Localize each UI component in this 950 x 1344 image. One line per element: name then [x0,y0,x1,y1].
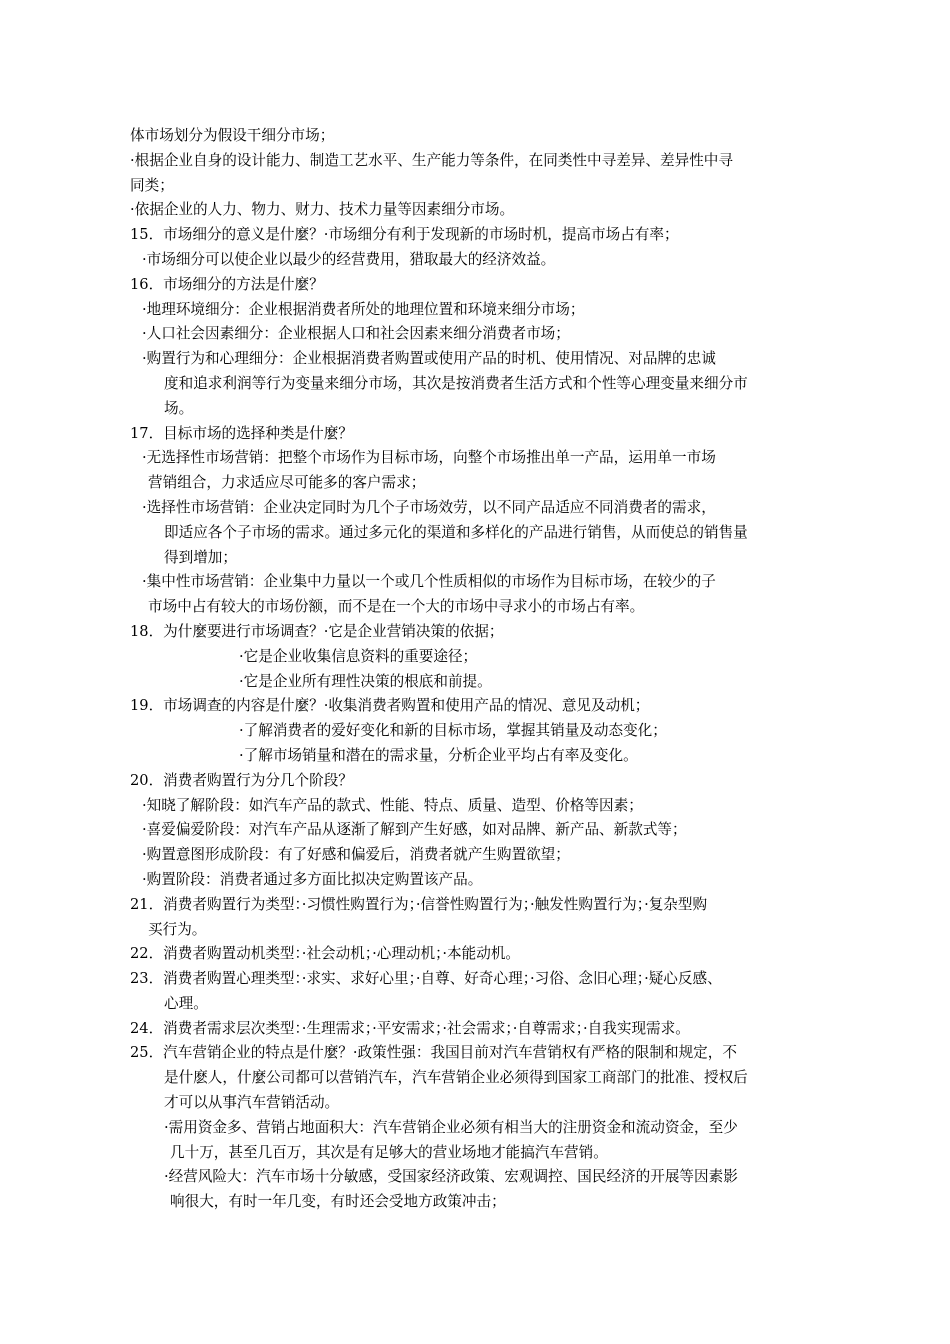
text-line: 营销组合，力求适应尽可能多的客户需求； [148,474,426,492]
text-line: 19．市场调查的内容是什麼？·收集消费者购置和使用产品的情况、意见及动机； [130,697,650,715]
text-line: 市场中占有较大的市场份额，而不是在一个大的市场中寻求小的市场占有率。 [148,598,645,616]
text-line: 15．市场细分的意义是什麼？·市场细分有利于发现新的市场时机，提高市场占有率； [130,226,679,244]
text-line: 买行为。 [148,920,207,938]
text-line: ·知晓了解阶段：如汽车产品的款式、性能、特点、质量、造型、价格等因素； [142,796,643,814]
text-line: ·了解市场销量和潜在的需求量，分析企业平均占有率及变化。 [239,746,638,764]
text-line: 21．消费者购置行为类型：·习惯性购置行为；·信誉性购置行为；·触发性购置行为；·复杂型购 [130,895,708,913]
text-line: 25．汽车营销企业的特点是什麼？·政策性强：我国目前对汽车营销权有严格的限制和规定，不 [130,1044,737,1062]
text-line: ·地理环境细分：企业根据消费者所处的地理位置和环境来细分市场； [142,300,585,318]
text-line: 20．消费者购置行为分几个阶段？ [130,771,353,789]
document-body [0,124,950,1215]
text-line: ·喜爱偏爱阶段：对汽车产品从逐渐了解到产生好感，如对品牌、新产品、新款式等； [142,821,687,839]
text-line: 场。 [164,399,194,417]
text-line: 几十万，甚至几百万，其次是有足够大的营业场地才能搞汽车营销。 [170,1143,608,1161]
text-line: 同类； [130,176,174,194]
text-line: ·市场细分可以使企业以最少的经营费用，猎取最大的经济效益。 [142,250,556,268]
text-line: ·它是企业收集信息资料的重要途径； [239,647,478,665]
text-line: 即适应各个子市场的需求。通过多元化的渠道和多样化的产品进行销售，从而使总的销售量 [164,523,748,541]
text-line: ·集中性市场营销：企业集中力量以一个或几个性质相似的市场作为目标市场，在较少的子 [142,573,716,591]
text-line: 是什麽人，什麼公司都可以营销汽车，汽车营销企业必须得到国家工商部门的批准、授权后 [164,1069,748,1087]
text-line: 22．消费者购置动机类型：·社会动机；·心理动机；·本能动机。 [130,945,521,963]
text-line: 23．消费者购置心理类型：·求实、求好心里；·自尊、好奇心理；·习俗、念旧心理；·疑心反感、 [130,970,722,988]
text-line: ·需用资金多、营销占地面积大：汽车营销企业必须有相当大的注册资金和流动资金，至少 [164,1118,738,1136]
text-line: ·它是企业所有理性决策的根底和前提。 [239,672,492,690]
text-line: ·依据企业的人力、物力、财力、技术力量等因素细分市场。 [130,201,515,219]
text-line: ·经营风险大：汽车市场十分敏感，受国家经济政策、宏观调控、国民经济的开展等因素影 [164,1168,738,1186]
text-line: 度和追求利润等行为变量来细分市场，其次是按消费者生活方式和个性等心理变量来细分市 [164,374,748,392]
text-line: ·购置行为和心理细分：企业根据消费者购置或使用产品的时机、使用情况、对品牌的忠诚 [142,350,716,368]
text-line: ·购置意图形成阶段：有了好感和偏爱后，消费者就产生购置欲望； [142,846,570,864]
text-line: ·无选择性市场营销：把整个市场作为目标市场，向整个市场推出单一产品，运用单一市场 [142,449,716,467]
text-line: 24．消费者需求层次类型：·生理需求；·平安需求；·社会需求；·自尊需求；·自我实现需求。 [130,1019,690,1037]
text-line: ·根据企业自身的设计能力、制造工艺水平、生产能力等条件，在同类性中寻差异、差异性中寻 [130,151,733,169]
text-line: ·选择性市场营销：企业决定同时为几个子市场效劳，以不同产品适应不同消费者的需求， [142,498,716,516]
text-line: 16．市场细分的方法是什麼？ [130,275,324,293]
text-line: 17．目标市场的选择种类是什麼？ [130,424,353,442]
text-line: 体市场划分为假设干细分市场； [130,127,335,144]
text-line: ·了解消费者的爱好变化和新的目标市场，掌握其销量及动态变化； [239,722,667,740]
text-line: 心理。 [164,994,208,1012]
text-line: 得到增加； [164,548,237,566]
text-line: 才可以从事汽车营销活动。 [164,1094,340,1112]
text-line: ·人口社会因素细分：企业根据人口和社会因素来细分消费者市场； [142,325,570,343]
text-line: 18．为什麼要进行市场调查？·它是企业营销决策的依据； [130,622,504,640]
text-line: ·购置阶段：消费者通过多方面比拟决定购置该产品。 [142,870,483,888]
text-line: 响很大，有时一年几变，有时还会受地方政策冲击； [170,1193,506,1211]
